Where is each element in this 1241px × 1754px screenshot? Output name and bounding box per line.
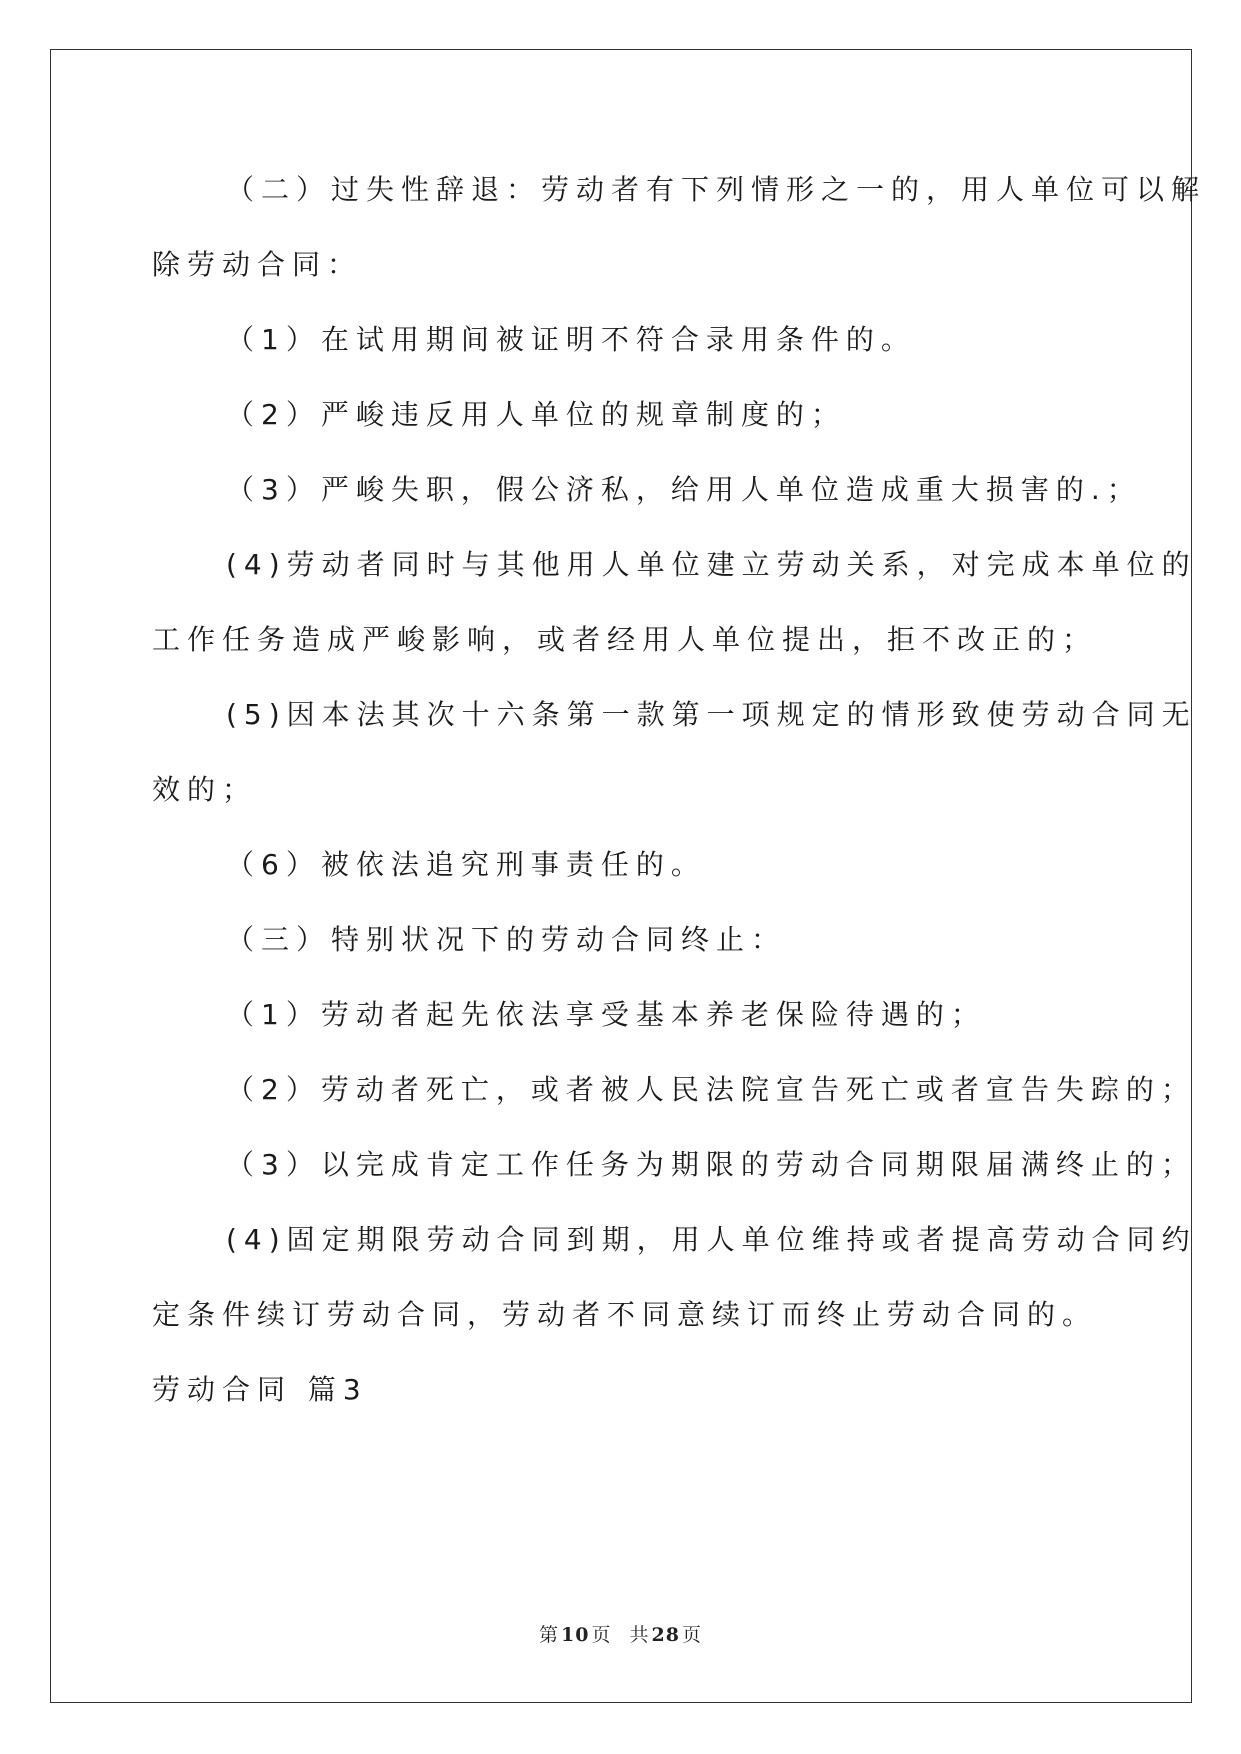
paragraph-line: （3）以完成肯定工作任务为期限的劳动合同期限届满终止的； [226,1148,1196,1181]
paragraph-line: (4)劳动者同时与其他用人单位建立劳动关系，对完成本单位的 [226,548,1197,581]
section-heading: 劳动合同 篇3 [152,1373,368,1406]
page-footer [0,1620,1241,1647]
paragraph-line: （二）过失性辞退：劳动者有下列情形之一的，用人单位可以解 [226,173,1207,206]
page-suffix: 页 [591,1624,612,1646]
paragraph-line: （2）劳动者死亡，或者被人民法院宣告死亡或者宣告失踪的； [226,1073,1196,1106]
page-number: 10 [561,1624,590,1646]
paragraph-line: （2）严峻违反用人单位的规章制度的； [226,398,846,431]
paragraph-line: 定条件续订劳动合同，劳动者不同意续订而终止劳动合同的。 [152,1298,1098,1331]
paragraph-line: 工作任务造成严峻影响，或者经用人单位提出，拒不改正的； [152,623,1098,656]
paragraph-line: （6）被依法追究刑事责任的。 [226,848,706,881]
paragraph-line: （3）严峻失职，假公济私，给用人单位造成重大损害的.； [226,473,1142,506]
page-prefix: 第 [539,1624,560,1646]
total-prefix: 共 [629,1624,650,1646]
paragraph-line: （1）劳动者起先依法享受基本养老保险待遇的； [226,998,986,1031]
total-pages: 28 [651,1624,680,1646]
total-suffix: 页 [681,1624,702,1646]
paragraph-line: (5)因本法其次十六条第一款第一项规定的情形致使劳动合同无 [226,698,1197,731]
paragraph-line: （三）特别状况下的劳动合同终止： [226,923,787,956]
paragraph-line: 除劳动合同： [152,248,363,281]
paragraph-line: (4)固定期限劳动合同到期，用人单位维持或者提高劳动合同约 [226,1223,1197,1256]
paragraph-line: 效的； [152,773,258,806]
paragraph-line: （1）在试用期间被证明不符合录用条件的。 [226,323,916,356]
